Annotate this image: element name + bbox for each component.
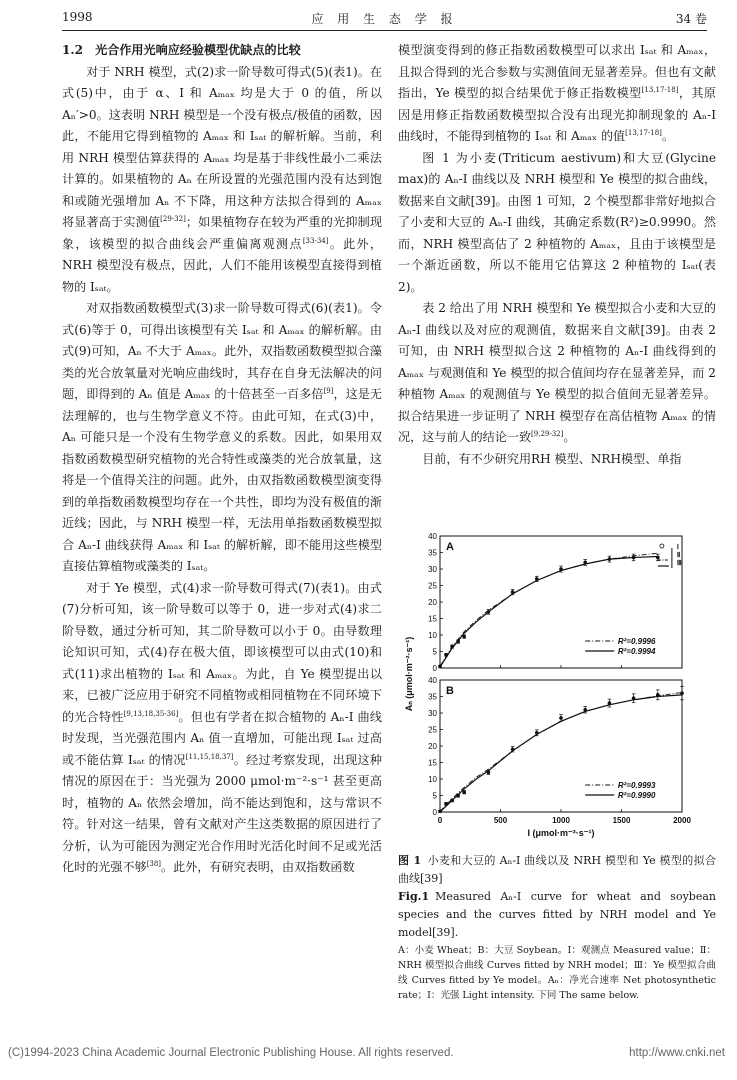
observed-point bbox=[450, 799, 454, 803]
x-tick-label: 1000 bbox=[552, 816, 570, 825]
y-tick-label: 0 bbox=[432, 664, 437, 673]
x-tick-label: 1500 bbox=[612, 816, 631, 825]
y-tick-label: 5 bbox=[432, 791, 437, 801]
observed-point bbox=[632, 696, 636, 700]
citation[interactable]: [29-32] bbox=[160, 214, 186, 223]
paragraph-double-exponential: 对双指数函数模型式(3)求一阶导数可得式(6)(表1)。令式(6)等于 0，可得出该模型有关 Iₛₐₜ 和 Aₘₐₓ 的解析解。由式(9)可知，Aₙ 不大于 Aₘₐₓ。此外，双指数函数模型拟合藻类的光合放氧量对光响应曲线时，其存在自身无法解决的问题，即得到的 Aₙ 值是 Aₘₐₓ 的十倍甚至一百多倍[9]，这是无法理解的，也与生物学意义不符。由此可知，在式(3)中，Aₙ 可能只是一个没有生物学意义的系数。因此，如果用双指数函数模型研究植物的光合特性或藻类的光合放氧量，这将是一个值得关注的问题。此外，由双指数函数模型演变得到的单指数函数模型均存在一个共性，即均为没有极值的渐近线；因此，与 NRH 模型一样，无法用单指数函数模型拟合 Aₙ-I 曲线获得 Aₘₐₓ 和 Iₛₐₜ 的解析解，即不能用这些模型直接估算植物或藻类的 Iₛₐₜ。 bbox=[62, 301, 382, 573]
copyright-notice: (C)1994-2023 China Academic Journal Electronic Publishing House. All rights reserved. bbox=[8, 1047, 454, 1059]
legend-marker-observed bbox=[660, 544, 664, 548]
x-tick-label: 0 bbox=[437, 816, 443, 825]
observed-point bbox=[444, 802, 448, 806]
caption-label-en: Fig.1 bbox=[398, 890, 430, 903]
observed-point bbox=[487, 771, 491, 775]
observed-point bbox=[656, 693, 660, 697]
panel-label: A bbox=[446, 541, 454, 553]
x-tick-label: 500 bbox=[493, 816, 508, 825]
right-column bbox=[398, 40, 716, 470]
observed-point bbox=[462, 790, 466, 794]
caption-label-cn: 图 1 bbox=[398, 854, 422, 867]
observed-point bbox=[487, 610, 491, 614]
paragraph-figure1: 图 1 为小麦(Triticum aestivum)和大豆(Glycine max)的 Aₙ-I 曲线以及 NRH 模型和 Ye 模型的拟合曲线，数据来自文献[39]。由图 1 可知，2 个模型都非常好地拟合了小麦和大豆的 Aₙ-I 曲线，其确定系数(R²)≥0.9990。然而，NRH 模型高估了 2 种植物的 Aₘₐₓ，且由于该模型是一个渐近函数，所以不能用它估算这 2 种植物的 Iₛₐₜ(表2)。 bbox=[398, 150, 716, 294]
observed-point bbox=[456, 794, 460, 798]
y-tick-label: 0 bbox=[432, 808, 437, 817]
citation[interactable]: [38] bbox=[146, 859, 162, 868]
y-tick-label: 20 bbox=[428, 598, 437, 607]
figure-1 bbox=[398, 528, 716, 846]
observed-point bbox=[583, 561, 587, 565]
panel-a bbox=[428, 532, 682, 673]
y-tick-label: 40 bbox=[428, 676, 437, 685]
observed-point bbox=[535, 577, 539, 581]
journal-title: 应 用 生 态 学 报 bbox=[311, 12, 458, 26]
legend-roman-label: Ⅰ bbox=[676, 544, 679, 551]
observed-point bbox=[511, 590, 515, 594]
paragraph-nrh: 对于 NRH 模型，式(2)求一阶导数可得式(5)(表1)。在式(5)中，由于 α、I 和 Aₘₐₓ 均是大于 0 的值，所以 Aₙ′>0。这表明 NRH 模型是一个没有极点/极值的函数，因此，不能用它得到植物的 Aₘₐₓ 和 Iₛₐₜ 的解析解。当前，利用 NRH 模型估算获得的 Aₘₐₓ 均是基于非线性最小二乘法计算的。如果植物的 Aₙ 在所设置的光强范围内没有达到饱和或随光强增加 Aₙ 不下降，用这种方法拟合得到的 Aₘₐₓ 将显著高于实测值[29-32]；如果植物存在较为严重的光抑制现象，该模型的拟合曲线会严重偏离观测点[33-34]。此外，NRH 模型没有极点，因此，人们不能用该模型直接得到植物的 Iₛₐₜ。 bbox=[62, 64, 382, 294]
y-tick-label: 30 bbox=[428, 565, 437, 574]
citation[interactable]: [9,13,18,35-36] bbox=[123, 709, 179, 718]
observed-point bbox=[444, 653, 448, 657]
caption-text-cn: 小麦和大豆的 Aₙ-I 曲线以及 NRH 模型和 Ye 模型的拟合曲线[39] bbox=[398, 854, 717, 885]
paragraph-continued: 模型演变得到的修正指数函数模型可以求出 Iₛₐₜ 和 Aₘₐₓ，且拟合得到的光合参数与实测值间无显著差异。但也有文献指出，Ye 模型的拟合结果优于修正指数模型[13,17-18]，其原因是用修正指数函数模型拟合没有出现光抑制现象的 Aₙ-I 曲线时，不能得到植物的 Iₛₐₜ 和 Aₘₐₓ 的值[13,17-18]。 bbox=[398, 43, 716, 143]
observed-point bbox=[583, 708, 587, 712]
observed-point bbox=[450, 645, 454, 649]
observed-point bbox=[559, 567, 563, 571]
caption-text-en: Measured Aₙ-I curve for wheat and soybean species and the curves fitted by NRH model and Ye model[39]. bbox=[398, 890, 716, 939]
caption-legend: A：小麦 Wheat；B：大豆 Soybean。Ⅰ：观测点 Measured value；Ⅱ：NRH 模型拟合曲线 Curves fitted by NRH model；Ⅲ：Ye 模型拟合曲线 Curves fitted by Ye model。Aₙ：净光合速率 Net photosynthetic rate；I：光强 Light intensity. 下同 The same below. bbox=[398, 945, 716, 1001]
y-tick-label: 25 bbox=[428, 725, 437, 735]
citation[interactable]: [13,17-18] bbox=[625, 128, 662, 137]
observed-point bbox=[608, 701, 612, 705]
y-tick-label: 35 bbox=[428, 548, 437, 558]
observed-point bbox=[559, 716, 563, 720]
citation[interactable]: [9] bbox=[323, 386, 334, 395]
paragraph-current-research: 目前，有不少研究用RH 模型、NRH模型、单指 bbox=[422, 451, 682, 466]
r2-label: R²=0.9996 bbox=[617, 637, 656, 646]
legend-roman-label: Ⅱ bbox=[676, 552, 681, 559]
observed-point bbox=[680, 691, 684, 695]
observed-point bbox=[462, 635, 466, 639]
volume-label: 34 卷 bbox=[675, 12, 707, 26]
x-axis-label: I (μmol·m⁻²·s⁻¹) bbox=[527, 828, 595, 838]
observed-point bbox=[438, 810, 442, 814]
r2-label: R²=0.9990 bbox=[617, 791, 656, 800]
y-tick-label: 10 bbox=[428, 775, 437, 784]
panel-b bbox=[428, 676, 691, 825]
y-tick-label: 5 bbox=[432, 647, 437, 657]
observed-point bbox=[535, 731, 539, 735]
header-rule bbox=[62, 30, 707, 31]
citation[interactable]: [11,15,18,37] bbox=[185, 752, 234, 761]
x-tick-label: 2000 bbox=[673, 816, 691, 825]
y-tick-label: 10 bbox=[428, 631, 437, 640]
figure-caption bbox=[398, 852, 716, 1003]
page-number: 1998 bbox=[62, 10, 93, 24]
citation[interactable]: [9,29-32] bbox=[531, 429, 564, 438]
y-tick-label: 15 bbox=[428, 614, 437, 624]
y-tick-label: 40 bbox=[428, 532, 437, 541]
y-tick-label: 25 bbox=[428, 581, 437, 591]
y-tick-label: 15 bbox=[428, 758, 437, 768]
citation[interactable]: [33-34] bbox=[302, 236, 329, 245]
observed-point bbox=[438, 665, 442, 669]
observed-point bbox=[456, 640, 460, 644]
paragraph-ye-model: 对于 Ye 模型，式(4)求一阶导数可得式(7)(表1)。由式(7)分析可知，该一阶导数可以等于 0，进一步对式(4)求二阶导数，通过分析可知，其二阶导数可以小于 0。由导数理论知识可知，式(4)存在极大值，即该模型可以由式(10)和式(11)求出植物的 Iₛₐₜ 和 Aₘₐₓ。为此，自 Ye 模型提出以来，已被广泛应用于研究不同植物或相同植物在不同环境下的光合特性[9,13,18,35-36]。但也有学者在拟合植物的 Aₙ-I 曲线时发现，当光强范围内 Aₙ 值一直增加，可能出现 Iₛₐₜ 过高或不能估算 Iₛₐₜ 的情况[11,15,18,37]。经过考察发现，出现这种情况的原因在于：当光强为 2000 μmol·m⁻²·s⁻¹ 甚至更高时，植物的 Aₙ 依然会增加，尚不能达到饱和，这与常识不符。针对这一结果，曾有文献对产生这类数据的原因进行了分析，认为可能因为测定光合作用时光活化时间不足或光活化时的光强不够[38]。此外，有研究表明，由双指数函数 bbox=[62, 580, 382, 874]
cnki-url[interactable]: http://www.cnki.net bbox=[629, 1047, 725, 1059]
y-tick-label: 35 bbox=[428, 692, 437, 702]
r2-label: R²=0.9994 bbox=[617, 647, 656, 656]
observed-point bbox=[608, 557, 612, 561]
y-tick-label: 20 bbox=[428, 742, 437, 751]
page-footer bbox=[8, 1047, 725, 1063]
y-axis-label: Aₙ (μmol·m⁻²·s⁻¹) bbox=[404, 636, 414, 712]
running-header bbox=[62, 10, 707, 28]
left-column bbox=[62, 40, 382, 879]
observed-point bbox=[632, 556, 636, 560]
legend-roman-label: Ⅲ bbox=[676, 560, 682, 567]
section-heading: 1.2 光合作用光响应经验模型优缺点的比较 bbox=[62, 43, 301, 57]
observed-point bbox=[511, 748, 515, 752]
citation[interactable]: [13,17-18] bbox=[641, 85, 679, 94]
panel-label: B bbox=[446, 685, 454, 697]
paragraph-table2: 表 2 给出了用 NRH 模型和 Ye 模型拟合小麦和大豆的 Aₙ-I 曲线以及对应的观测值，数据来自文献[39]。由表 2 可知，由 NRH 模型拟合这 2 种植物的 Aₙ-I 曲线得到的 Aₘₐₓ 与观测值和 Ye 模型的拟合值间均存在显著差异，而 2 种植物 Aₘₐₓ 的观测值与 Ye 模型的拟合值间无显著差异。拟合结果进一步证明了 NRH 模型存在高估植物 Aₘₐₓ 的情况，这与前人的结论一致[9,29-32]。 bbox=[398, 301, 716, 444]
observed-point bbox=[656, 556, 660, 560]
y-tick-label: 30 bbox=[428, 709, 437, 718]
r2-label: R²=0.9993 bbox=[617, 781, 656, 790]
